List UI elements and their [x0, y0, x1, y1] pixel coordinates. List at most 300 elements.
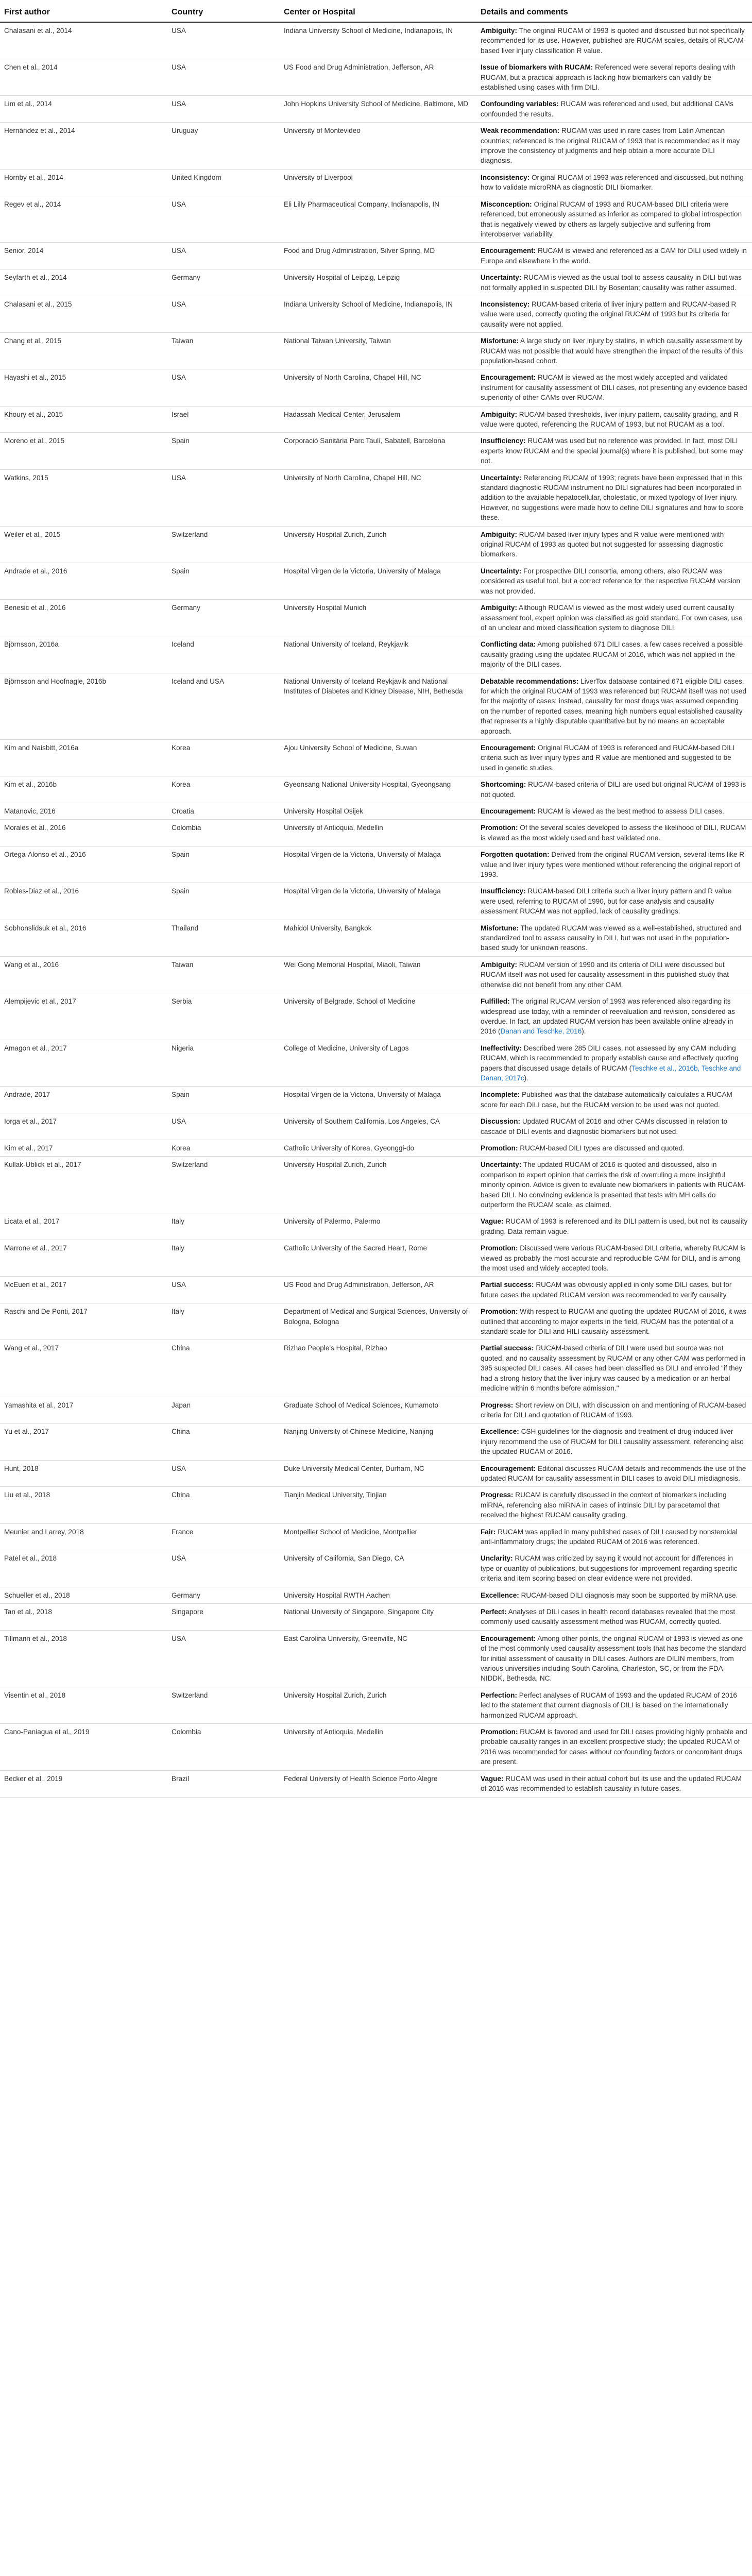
country-cell: Italy: [167, 1303, 280, 1340]
details-cell: [476, 1213, 752, 1240]
table-row: [0, 1303, 752, 1340]
center-cell: East Carolina University, Greenville, NC: [280, 1630, 476, 1687]
center-cell: National University of Iceland, Reykjavik: [280, 636, 476, 673]
table-row: [0, 673, 752, 739]
table-body: [0, 22, 752, 1797]
author-cell: Becker et al., 2019: [0, 1770, 167, 1797]
author-cell: Björnsson and Hoofnagle, 2016b: [0, 673, 167, 739]
comment-text: RUCAM is viewed and referenced as a CAM for DILI used widely in Europe and elsewhere in the world.: [481, 247, 747, 265]
table-row: [0, 820, 752, 846]
center-cell: Montpellier School of Medicine, Montpellier: [280, 1523, 476, 1550]
country-cell: Germany: [167, 600, 280, 636]
table-row: [0, 563, 752, 599]
comment-text: RUCAM-based DILI diagnosis may soon be supported by miRNA use.: [521, 1591, 738, 1599]
details-cell: [476, 803, 752, 820]
comment-category-label: Encouragement:: [481, 1464, 536, 1472]
country-cell: USA: [167, 243, 280, 269]
center-cell: University Hospital Zurich, Zurich: [280, 1687, 476, 1723]
country-cell: China: [167, 1340, 280, 1397]
details-cell: [476, 169, 752, 196]
author-cell: Kim et al., 2016b: [0, 776, 167, 803]
details-cell: [476, 1397, 752, 1423]
comment-text: RUCAM was used in rare cases from Latin American countries; referenced is the original RUCAM of 1993 that is recommended as it may improve the consistency of judgments and help obtain a more accurate DILI diagnosis.: [481, 127, 740, 165]
comment-category-label: Progress:: [481, 1401, 514, 1409]
author-cell: Hunt, 2018: [0, 1460, 167, 1487]
comment-category-label: Fulfilled:: [481, 997, 510, 1006]
details-cell: [476, 1460, 752, 1487]
details-cell: [476, 673, 752, 739]
details-cell: [476, 296, 752, 332]
details-cell: [476, 1587, 752, 1603]
details-cell: [476, 1340, 752, 1397]
author-cell: Chen et al., 2014: [0, 59, 167, 96]
comment-category-label: Ineffectivity:: [481, 1044, 522, 1052]
center-cell: Department of Medical and Surgical Sciences, University of Bologna, Bologna: [280, 1303, 476, 1340]
author-cell: Kim et al., 2017: [0, 1140, 167, 1156]
comment-text-tail: ).: [582, 1027, 586, 1036]
author-cell: Wang et al., 2017: [0, 1340, 167, 1397]
table-row: [0, 956, 752, 993]
country-cell: Korea: [167, 776, 280, 803]
country-cell: Switzerland: [167, 1157, 280, 1213]
country-cell: USA: [167, 369, 280, 406]
comment-category-label: Promotion:: [481, 1728, 518, 1736]
comment-category-label: Weak recommendation:: [481, 127, 560, 135]
center-cell: US Food and Drug Administration, Jefferson, AR: [280, 1277, 476, 1303]
center-cell: John Hopkins University School of Medicine, Baltimore, MD: [280, 96, 476, 123]
country-cell: Korea: [167, 739, 280, 776]
comment-category-label: Forgotten quotation:: [481, 851, 550, 859]
country-cell: USA: [167, 22, 280, 59]
author-cell: Björnsson, 2016a: [0, 636, 167, 673]
country-cell: USA: [167, 469, 280, 526]
comment-text: RUCAM is viewed as the best method to assess DILI cases.: [538, 807, 724, 815]
details-cell: [476, 739, 752, 776]
comment-category-label: Vague:: [481, 1217, 504, 1226]
table-row: [0, 1630, 752, 1687]
table-row: [0, 1040, 752, 1087]
author-cell: Chalasani et al., 2015: [0, 296, 167, 332]
details-cell: [476, 820, 752, 846]
table-row: [0, 1687, 752, 1723]
author-cell: Raschi and De Ponti, 2017: [0, 1303, 167, 1340]
details-cell: [476, 1087, 752, 1113]
details-cell: [476, 1423, 752, 1460]
comment-text: Analyses of DILI cases in health record databases revealed that the most commonly used causality assessment method was RUCAM, correctly quoted.: [481, 1608, 736, 1626]
country-cell: Israel: [167, 406, 280, 433]
details-cell: [476, 1140, 752, 1156]
comment-category-label: Discussion:: [481, 1117, 521, 1126]
comment-category-label: Ambiguity:: [481, 27, 517, 35]
country-cell: Italy: [167, 1213, 280, 1240]
center-cell: University of California, San Diego, CA: [280, 1550, 476, 1587]
center-cell: University Hospital Munich: [280, 600, 476, 636]
author-cell: Licata et al., 2017: [0, 1213, 167, 1240]
country-cell: United Kingdom: [167, 169, 280, 196]
comment-category-label: Confounding variables:: [481, 100, 559, 108]
author-cell: Benesic et al., 2016: [0, 600, 167, 636]
comment-text: RUCAM was used in their actual cohort but its use and the updated RUCAM of 2016 was recommended to establish causality in future cases.: [481, 1774, 742, 1793]
comment-text: CSH guidelines for the diagnosis and treatment of drug-induced liver injury recommend the use of RUCAM for DILI causality assessment, referencing also the updated RUCAM of 2016.: [481, 1428, 744, 1456]
details-cell: [476, 636, 752, 673]
comment-text: Original RUCAM of 1993 was referenced and discussed, but nothing how to validate microRNA as diagnostic DILI biomarker.: [481, 173, 744, 192]
author-cell: Watkins, 2015: [0, 469, 167, 526]
country-cell: Switzerland: [167, 1687, 280, 1723]
comment-category-label: Encouragement:: [481, 743, 536, 752]
comment-text: The updated RUCAM was viewed as a well-established, structured and standardized tool to assess causality in DILI, but was not used in the population-based study for unknown reasons.: [481, 924, 741, 952]
details-cell: [476, 1240, 752, 1277]
comment-category-label: Insufficiency:: [481, 887, 526, 895]
details-cell: [476, 600, 752, 636]
comment-category-label: Encouragement:: [481, 1634, 536, 1642]
center-cell: University Hospital RWTH Aachen: [280, 1587, 476, 1603]
country-cell: Germany: [167, 269, 280, 296]
center-cell: University of Antioquia, Medellin: [280, 1724, 476, 1771]
center-cell: Tianjin Medical University, Tinjian: [280, 1487, 476, 1523]
table-row: [0, 296, 752, 332]
center-cell: Federal University of Health Science Porto Alegre: [280, 1770, 476, 1797]
country-cell: USA: [167, 1460, 280, 1487]
table-row: [0, 846, 752, 883]
comment-text: Derived from the original RUCAM version, several items like R value and liver injury types were mentioned without referencing the original report of 1993.: [481, 851, 745, 879]
comment-text: RUCAM-based DILI criteria such a liver injury pattern and R value were used, referring to RUCAM of 1990, but for case analysis and causality assessment RUCAM was not applied, lack of causality gradings.: [481, 887, 732, 916]
center-cell: Wei Gong Memorial Hospital, Miaoli, Taiwan: [280, 956, 476, 993]
country-cell: USA: [167, 296, 280, 332]
author-cell: Andrade et al., 2016: [0, 563, 167, 599]
author-cell: Schueller et al., 2018: [0, 1587, 167, 1603]
comment-category-label: Ambiguity:: [481, 604, 517, 612]
comment-category-label: Inconsistency:: [481, 173, 530, 181]
author-cell: Sobhonslidsuk et al., 2016: [0, 920, 167, 956]
comment-text: RUCAM-based thresholds, liver injury pattern, causality grading, and R value were quoted, referencing the RUCAM of 1993, but not RUCAM as a tool.: [481, 410, 739, 428]
comment-category-label: Fair:: [481, 1528, 496, 1536]
comment-text: Referenced were several reports dealing with RUCAM, but a practical approach is lacking how biomarkers can validly be established using cases with firm DILI.: [481, 63, 736, 92]
author-cell: Andrade, 2017: [0, 1087, 167, 1113]
comment-category-label: Progress:: [481, 1491, 514, 1499]
center-cell: Ajou University School of Medicine, Suwan: [280, 739, 476, 776]
table-row: [0, 22, 752, 59]
comment-text: RUCAM-based criteria of DILI were used but source was not quoted, and no causality assessment by RUCAM or any other CAM was performed in 395 suspected DILI cases. All cases had been classified as DILI and enrolled "if they had a strong history that the liver injury was caused by a medication or an herbal medicine within 6 months before admission.": [481, 1344, 745, 1393]
comment-text: RUCAM was used but no reference was provided. In fact, most DILI experts know RUCAM and the special journal(s) where it is published, but some may not.: [481, 437, 743, 465]
author-cell: Yu et al., 2017: [0, 1423, 167, 1460]
center-cell: University Hospital Osijek: [280, 803, 476, 820]
author-cell: Liu et al., 2018: [0, 1487, 167, 1523]
country-cell: USA: [167, 1630, 280, 1687]
country-cell: Spain: [167, 1087, 280, 1113]
center-cell: National University of Iceland Reykjavik and National Institutes of Diabetes and Kidney Disease, NIH, Bethesda: [280, 673, 476, 739]
country-cell: Japan: [167, 1397, 280, 1423]
citation-link[interactable]: Teschke et al., 2016b, Teschke and Danan, 2017c: [481, 1064, 741, 1082]
comment-category-label: Partial success:: [481, 1281, 534, 1289]
table-row: [0, 993, 752, 1040]
comment-text: Among published 671 DILI cases, a few cases received a possible causality grading using the updated RUCAM of 2016, which was not applied in the majority of the DILI cases.: [481, 640, 743, 669]
comment-text: RUCAM was applied in many published cases of DILI caused by nonsteroidal anti-inflammatory drugs; the updated RUCAM of 2016 was referenced.: [481, 1528, 738, 1546]
center-cell: National Taiwan University, Taiwan: [280, 333, 476, 369]
comment-category-label: Partial success:: [481, 1344, 534, 1352]
details-cell: [476, 1630, 752, 1687]
comment-category-label: Misconception:: [481, 200, 532, 208]
table-row: [0, 169, 752, 196]
comment-text: RUCAM-based criteria of liver injury pattern and RUCAM-based R value were used, correctly quoting the original RUCAM of 1993 but its criteria for causality were not applied.: [481, 300, 737, 328]
country-cell: France: [167, 1523, 280, 1550]
comment-category-label: Misfortune:: [481, 924, 519, 932]
table-row: [0, 1604, 752, 1631]
comment-category-label: Promotion:: [481, 1244, 518, 1252]
table-row: [0, 1087, 752, 1113]
table-row: [0, 1240, 752, 1277]
country-cell: China: [167, 1487, 280, 1523]
table-row: [0, 123, 752, 170]
country-cell: Iceland: [167, 636, 280, 673]
details-cell: [476, 269, 752, 296]
comment-text: Of the several scales developed to assess the likelihood of DILI, RUCAM is viewed as the most widely used and best validated one.: [481, 824, 746, 842]
details-cell: [476, 22, 752, 59]
table-row: [0, 1140, 752, 1156]
details-cell: [476, 776, 752, 803]
table-row: [0, 1550, 752, 1587]
table-row: [0, 433, 752, 469]
comment-category-label: Issue of biomarkers with RUCAM:: [481, 63, 593, 72]
author-cell: Amagon et al., 2017: [0, 1040, 167, 1087]
comment-text: The original RUCAM of 1993 is quoted and discussed but not specifically recommended for its use. However, published are RUCAM scales, details of RUCAM-based liver injury classification R value.: [481, 27, 746, 55]
details-cell: [476, 333, 752, 369]
country-cell: USA: [167, 1277, 280, 1303]
table-row: [0, 803, 752, 820]
country-cell: Spain: [167, 846, 280, 883]
author-cell: Matanovic, 2016: [0, 803, 167, 820]
comment-text: Original RUCAM of 1993 and RUCAM-based DILI criteria were referenced, but erroneously assumed as inferior as compared to global introspection that is negatively viewed by others as largely subjective and suffering from interobserver variability.: [481, 200, 742, 238]
center-cell: Rizhao People's Hospital, Rizhao: [280, 1340, 476, 1397]
author-cell: Yamashita et al., 2017: [0, 1397, 167, 1423]
table-header-row: [0, 0, 752, 22]
author-cell: Chalasani et al., 2014: [0, 22, 167, 59]
country-cell: USA: [167, 96, 280, 123]
center-cell: Hadassah Medical Center, Jerusalem: [280, 406, 476, 433]
author-cell: Patel et al., 2018: [0, 1550, 167, 1587]
comment-text: RUCAM is carefully discussed in the context of biomarkers including miRNA, referencing also miRNA in cases of intrinsic DILI by paracetamol that received the highest RUCAM causality grading.: [481, 1491, 727, 1519]
comment-text: A large study on liver injury by statins, in which causality assessment by RUCAM was not possible that would have strengthen the impact of the results of this population-based cohort.: [481, 337, 743, 365]
comment-category-label: Perfection:: [481, 1691, 518, 1699]
author-cell: Chang et al., 2015: [0, 333, 167, 369]
table-row: [0, 1487, 752, 1523]
comment-category-label: Uncertainty:: [481, 1161, 522, 1169]
author-cell: Morales et al., 2016: [0, 820, 167, 846]
table-row: [0, 1724, 752, 1771]
comment-category-label: Debatable recommendations:: [481, 677, 579, 685]
details-cell: [476, 1687, 752, 1723]
comment-text: Referencing RUCAM of 1993; regrets have been expressed that in this standard diagnostic RUCAM instrument no DILI signatures had been incorporated in addition to the available hepatocellular, cholestatic, or mixed typology of liver injury. However, no suggestions were made how to define DILI signatures and how to score these.: [481, 473, 744, 522]
country-cell: Italy: [167, 1240, 280, 1277]
table-row: [0, 1213, 752, 1240]
comment-text: RUCAM was referenced and used, but additional CAMs confounded the results.: [481, 100, 734, 118]
country-cell: Nigeria: [167, 1040, 280, 1087]
country-cell: Spain: [167, 883, 280, 920]
country-cell: USA: [167, 59, 280, 96]
details-cell: [476, 883, 752, 920]
center-cell: Corporació Sanitària Parc Taulí, Sabatell, Barcelona: [280, 433, 476, 469]
table-row: [0, 333, 752, 369]
header-first-author: First author: [0, 0, 167, 22]
comment-text: Among other points, the original RUCAM of 1993 is viewed as one of the most commonly used causality assessment tools that has become the standard for initial assessment of causality in DILI cases. Authors are DILIN members, from various universities including South Carolina, Charleston, SC, or from the FDA-NIDDK, Bethesda, NC.: [481, 1634, 746, 1683]
center-cell: University of North Carolina, Chapel Hill, NC: [280, 469, 476, 526]
center-cell: Indiana University School of Medicine, Indianapolis, IN: [280, 22, 476, 59]
country-cell: Korea: [167, 1140, 280, 1156]
table-row: [0, 59, 752, 96]
center-cell: University of Montevideo: [280, 123, 476, 170]
comment-text: RUCAM is viewed as the usual tool to assess causality in DILI but was not formally applied in suspected DILI by Bosentan; causality was rather assumed.: [481, 274, 742, 292]
comment-text: Published was that the database automatically calculates a RUCAM score for each DILI case, but the RUCAM version to be used was not quoted.: [481, 1091, 732, 1109]
center-cell: University of Palermo, Palermo: [280, 1213, 476, 1240]
comment-text-tail: ).: [524, 1074, 528, 1082]
comment-category-label: Ambiguity:: [481, 410, 517, 418]
author-cell: Meunier and Larrey, 2018: [0, 1523, 167, 1550]
country-cell: Uruguay: [167, 123, 280, 170]
comment-category-label: Promotion:: [481, 1308, 518, 1316]
author-cell: Robles-Diaz et al., 2016: [0, 883, 167, 920]
author-cell: Senior, 2014: [0, 243, 167, 269]
comment-category-label: Promotion:: [481, 824, 518, 832]
center-cell: Hospital Virgen de la Victoria, University of Malaga: [280, 846, 476, 883]
country-cell: Croatia: [167, 803, 280, 820]
comment-category-label: Uncertainty:: [481, 473, 522, 482]
center-cell: University of Belgrade, School of Medicine: [280, 993, 476, 1040]
author-cell: Marrone et al., 2017: [0, 1240, 167, 1277]
comment-text: Short review on DILI, with discussion on and mentioning of RUCAM-based criteria for DILI and quotation of RUCAM of 1993.: [481, 1401, 746, 1419]
header-details-and-comments: Details and comments: [476, 0, 752, 22]
details-cell: [476, 59, 752, 96]
comment-category-label: Shortcoming:: [481, 781, 526, 789]
comment-text: Updated RUCAM of 2016 and other CAMs discussed in relation to cascade of DILI events and diagnostic biomarkers but not used.: [481, 1117, 728, 1136]
details-cell: [476, 196, 752, 243]
comment-category-label: Insufficiency:: [481, 437, 526, 445]
author-cell: Kim and Naisbitt, 2016a: [0, 739, 167, 776]
details-cell: [476, 433, 752, 469]
comment-category-label: Uncertainty:: [481, 567, 522, 575]
details-cell: [476, 1604, 752, 1631]
comment-text: Described were 285 DILI cases, not assessed by any CAM including RUCAM, which is recommended to properly establish cause and effectively quoting papers that discussed usage details of RUCAM (: [481, 1044, 739, 1072]
center-cell: Catholic University of the Sacred Heart, Rome: [280, 1240, 476, 1277]
comment-text: Original RUCAM of 1993 is referenced and RUCAM-based DILI criteria such as liver injury types and R value are mentioned and suggested to be used in genetic studies.: [481, 743, 735, 772]
author-cell: Tillmann et al., 2018: [0, 1630, 167, 1687]
center-cell: Hospital Virgen de la Victoria, University of Malaga: [280, 563, 476, 599]
comment-category-label: Encouragement:: [481, 374, 536, 382]
table-row: [0, 1770, 752, 1797]
author-cell: Kullak-Ublick et al., 2017: [0, 1157, 167, 1213]
details-cell: [476, 846, 752, 883]
header-center-or-hospital: Center or Hospital: [280, 0, 476, 22]
citation-link[interactable]: Danan and Teschke, 2016: [500, 1027, 582, 1036]
comment-category-label: Encouragement:: [481, 807, 536, 815]
country-cell: Singapore: [167, 1604, 280, 1631]
comment-category-label: Ambiguity:: [481, 960, 517, 969]
author-cell: Tan et al., 2018: [0, 1604, 167, 1631]
details-cell: [476, 469, 752, 526]
country-cell: Spain: [167, 433, 280, 469]
center-cell: Indiana University School of Medicine, Indianapolis, IN: [280, 296, 476, 332]
country-cell: Colombia: [167, 820, 280, 846]
center-cell: Hospital Virgen de la Victoria, University of Malaga: [280, 883, 476, 920]
details-cell: [476, 1550, 752, 1587]
details-cell: [476, 1303, 752, 1340]
author-cell: Khoury et al., 2015: [0, 406, 167, 433]
comment-category-label: Excellence:: [481, 1591, 519, 1599]
comment-text: RUCAM-based liver injury types and R value were mentioned with original RUCAM of 1993 as quoted but not suggested for assessing diagnostic biomarkers.: [481, 530, 724, 558]
table-row: [0, 369, 752, 406]
comment-category-label: Vague:: [481, 1774, 504, 1783]
country-cell: Brazil: [167, 1770, 280, 1797]
country-cell: Colombia: [167, 1724, 280, 1771]
center-cell: US Food and Drug Administration, Jefferson, AR: [280, 59, 476, 96]
comment-category-label: Encouragement:: [481, 247, 536, 255]
center-cell: University Hospital of Leipzig, Leipzig: [280, 269, 476, 296]
details-cell: [476, 1040, 752, 1087]
details-cell: [476, 1487, 752, 1523]
comment-category-label: Ambiguity:: [481, 530, 517, 538]
table-row: [0, 526, 752, 563]
author-cell: McEuen et al., 2017: [0, 1277, 167, 1303]
author-cell: Regev et al., 2014: [0, 196, 167, 243]
comment-text: RUCAM is favored and used for DILI cases providing highly probable and probable causality ranges in an excellent prospective study; the updated RUCAM of 2016 was recommended for cases without confounding factors or concomitant drugs are present.: [481, 1728, 747, 1766]
comment-text: Editorial discusses RUCAM details and recommends the use of the updated RUCAM for causality assessment in DILI cases to avoid DILI misdiagnosis.: [481, 1464, 746, 1482]
comment-category-label: Excellence:: [481, 1428, 519, 1436]
details-cell: [476, 369, 752, 406]
author-cell: Iorga et al., 2017: [0, 1113, 167, 1140]
author-cell: Wang et al., 2016: [0, 956, 167, 993]
table-row: [0, 600, 752, 636]
table-row: [0, 406, 752, 433]
comment-text: The updated RUCAM of 2016 is quoted and discussed, also in comparison to expert opinion that carries the risk of overruling a more insightful minority opinion. Advice is given to evaluate new biomarkers in patients with RUCAM-based DILI. No convincing evidence is presented that tests with MH cells do outperform the RUCAM scale, as claimed.: [481, 1161, 746, 1209]
author-cell: Cano-Paniagua et al., 2019: [0, 1724, 167, 1771]
comment-text: RUCAM-based DILI types are discussed and quoted.: [520, 1144, 685, 1152]
table-row: [0, 269, 752, 296]
center-cell: National University of Singapore, Singapore City: [280, 1604, 476, 1631]
center-cell: University of Antioquia, Medellin: [280, 820, 476, 846]
country-cell: USA: [167, 1113, 280, 1140]
center-cell: University Hospital Zurich, Zurich: [280, 1157, 476, 1213]
center-cell: Hospital Virgen de la Victoria, University of Malaga: [280, 1087, 476, 1113]
details-cell: [476, 243, 752, 269]
table-row: [0, 776, 752, 803]
country-cell: Taiwan: [167, 956, 280, 993]
author-cell: Hornby et al., 2014: [0, 169, 167, 196]
author-cell: Hernández et al., 2014: [0, 123, 167, 170]
details-cell: [476, 993, 752, 1040]
table-row: [0, 1423, 752, 1460]
details-cell: [476, 1277, 752, 1303]
country-cell: USA: [167, 196, 280, 243]
comment-text: LiverTox database contained 671 eligible DILI cases, for which the original RUCAM of 1993 was referenced but RUCAM itself was not used for the majority of cases; instead, causality for most drugs was assumed depending on the number of reported cases, meaning high numbers equal established causality that represents a highly disputable quantitative but by no means an acceptable approach.: [481, 677, 747, 735]
country-cell: China: [167, 1423, 280, 1460]
center-cell: Eli Lilly Pharmaceutical Company, Indianapolis, IN: [280, 196, 476, 243]
comment-category-label: Perfect:: [481, 1608, 507, 1616]
comment-text: RUCAM-based criteria of DILI are used but original RUCAM of 1993 is not quoted.: [481, 781, 746, 799]
header-country: Country: [167, 0, 280, 22]
table-row: [0, 1397, 752, 1423]
author-cell: Weiler et al., 2015: [0, 526, 167, 563]
comment-text: For prospective DILI consortia, among others, also RUCAM was considered as useful tool, but a correct reference for the respective RUCAM version was not provided.: [481, 567, 740, 595]
comment-category-label: Incomplete:: [481, 1091, 520, 1099]
country-cell: Thailand: [167, 920, 280, 956]
country-cell: Serbia: [167, 993, 280, 1040]
center-cell: Duke University Medical Center, Durham, NC: [280, 1460, 476, 1487]
details-cell: [476, 1523, 752, 1550]
comment-category-label: Misfortune:: [481, 337, 519, 345]
table-row: [0, 1460, 752, 1487]
table-row: [0, 1277, 752, 1303]
author-cell: Hayashi et al., 2015: [0, 369, 167, 406]
table-row: [0, 920, 752, 956]
country-cell: Spain: [167, 563, 280, 599]
